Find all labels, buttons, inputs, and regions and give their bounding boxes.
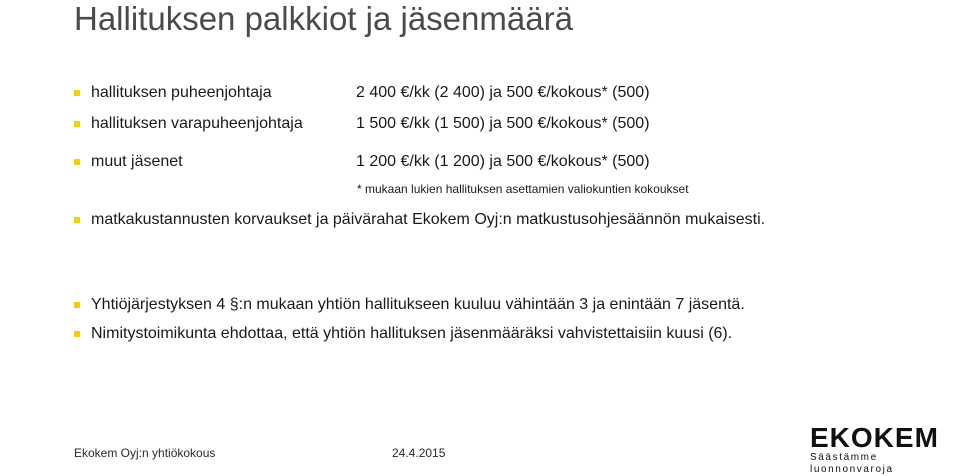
footer-date: 24.4.2015	[392, 446, 446, 460]
travel-text: matkakustannusten korvaukset ja päivärahat Ekokem Oyj:n matkustusohjesäännön mukaisesti.	[91, 211, 766, 228]
role-label: hallituksen varapuheenjohtaja	[91, 115, 303, 132]
logo-name: EKOKEM	[810, 422, 939, 453]
square-bullet-icon	[74, 217, 80, 223]
square-bullet-icon	[74, 159, 80, 165]
square-bullet-icon	[74, 90, 80, 96]
role-label: hallituksen puheenjohtaja	[91, 84, 272, 101]
fee-value: 1 500 €/kk (1 500) ja 500 €/kokous* (500)	[356, 115, 650, 132]
members-text: Yhtiöjärjestyksen 4 §:n mukaan yhtiön hallitukseen kuuluu vähintään 3 ja enintään 7 jäsentä.	[91, 296, 745, 313]
fee-value: 1 200 €/kk (1 200) ja 500 €/kokous* (500)	[356, 153, 650, 170]
list-item	[74, 84, 650, 102]
footer-event: Ekokem Oyj:n yhtiökokous	[74, 446, 216, 460]
list-item	[74, 153, 650, 171]
list-item	[74, 115, 650, 133]
list-item	[74, 296, 745, 314]
fee-value: 2 400 €/kk (2 400) ja 500 €/kokous* (500)	[356, 84, 650, 101]
logo-tagline: Säästämme luonnonvaroja	[810, 452, 894, 475]
square-bullet-icon	[74, 121, 80, 127]
square-bullet-icon	[74, 331, 80, 337]
list-item	[74, 211, 765, 229]
list-item	[74, 325, 732, 343]
members-text: Nimitystoimikunta ehdottaa, että yhtiön hallituksen jäsenmääräksi vahvistettaisiin kuusi (6).	[91, 325, 733, 342]
square-bullet-icon	[74, 302, 80, 308]
footnote: * mukaan lukien hallituksen asettamien valiokuntien kokoukset	[357, 182, 689, 196]
page-title: Hallituksen palkkiot ja jäsenmäärä	[74, 0, 573, 37]
ekokem-logo	[810, 424, 960, 476]
role-label: muut jäsenet	[91, 153, 183, 170]
